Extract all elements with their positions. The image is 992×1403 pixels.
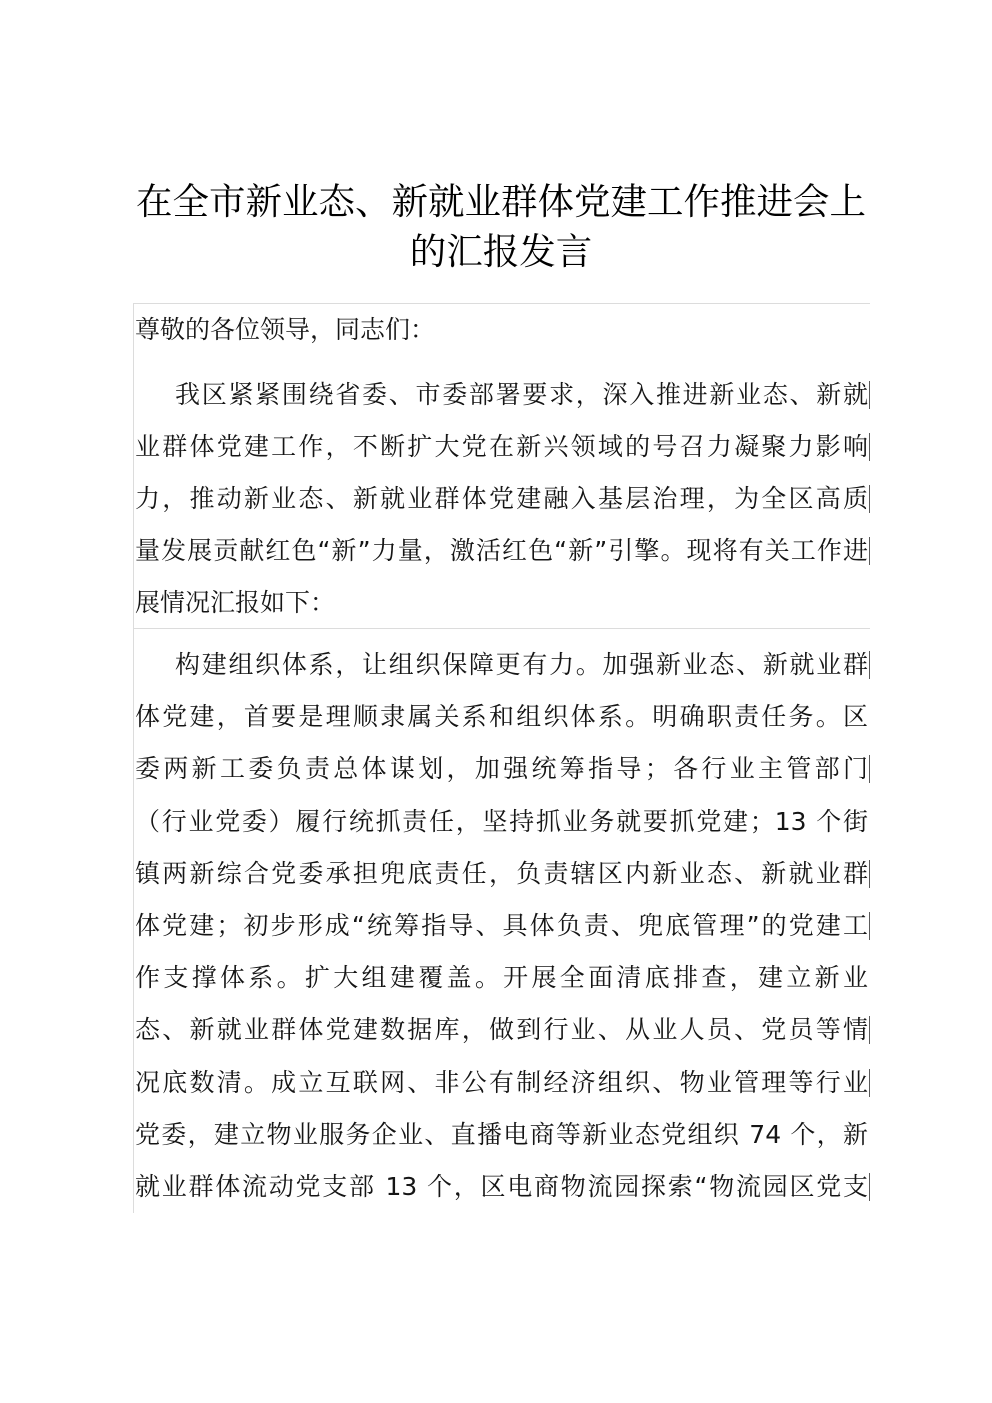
title-line-2: 的汇报发言 [409,230,593,273]
text-line: 作支撑体系。扩大组建覆盖。开展全面清底排查，建立新业 [135,963,868,993]
text-line: 量发展贡献红色“新”力量，激活红色“新”引擎。现将有关工作进 [135,525,868,577]
text-line: 况底数清。成立互联网、非公有制经济组织、物业管理等行业 [135,1057,868,1109]
text-line: 我区紧紧围绕省委、市委部署要求，深入推进新业态、新就 [135,369,868,421]
paragraph-organization-system [134,639,870,1213]
text-line: 就业群体流动党支部 13 个，区电商物流园探索“物流园区党支 [135,1161,868,1213]
text-line: （行业党委）履行统抓责任，坚持抓业务就要抓党建；13 个街 [135,806,868,836]
text-line: 体党建，首要是理顺隶属关系和组织体系。明确职责任务。区 [135,702,868,732]
text-line: 展情况汇报如下： [135,588,336,617]
text-line: 态、新就业群体党建数据库，做到行业、从业人员、党员等情 [135,1004,868,1056]
text-line: 党委，建立物业服务企业、直播电商等新业态党组织 74 个，新 [135,1119,868,1149]
document-body [133,303,870,1213]
text-line: 力，推动新业态、新就业群体党建融入基层治理，为全区高质 [135,473,868,525]
paragraph-intro [134,369,870,629]
text-line: 构建组织体系，让组织保障更有力。加强新业态、新就业群 [135,639,868,691]
text-line: 业群体党建工作，不断扩大党在新兴领域的号召力凝聚力影响 [135,421,868,473]
salutation: 尊敬的各位领导，同志们： [135,315,436,344]
text-line: 体党建；初步形成“统筹指导、具体负责、兜底管理”的党建工 [135,900,868,952]
text-line: 镇两新综合党委承担兜底责任，负责辖区内新业态、新就业群 [135,848,868,900]
document-title [133,177,869,277]
title-line-1: 在全市新业态、新就业群体党建工作推进会上 [136,180,866,223]
body-section-organization [134,628,870,1213]
text-line: 委两新工委负责总体谋划，加强统筹指导；各行业主管部门 [135,743,868,795]
body-section-intro [134,304,870,628]
